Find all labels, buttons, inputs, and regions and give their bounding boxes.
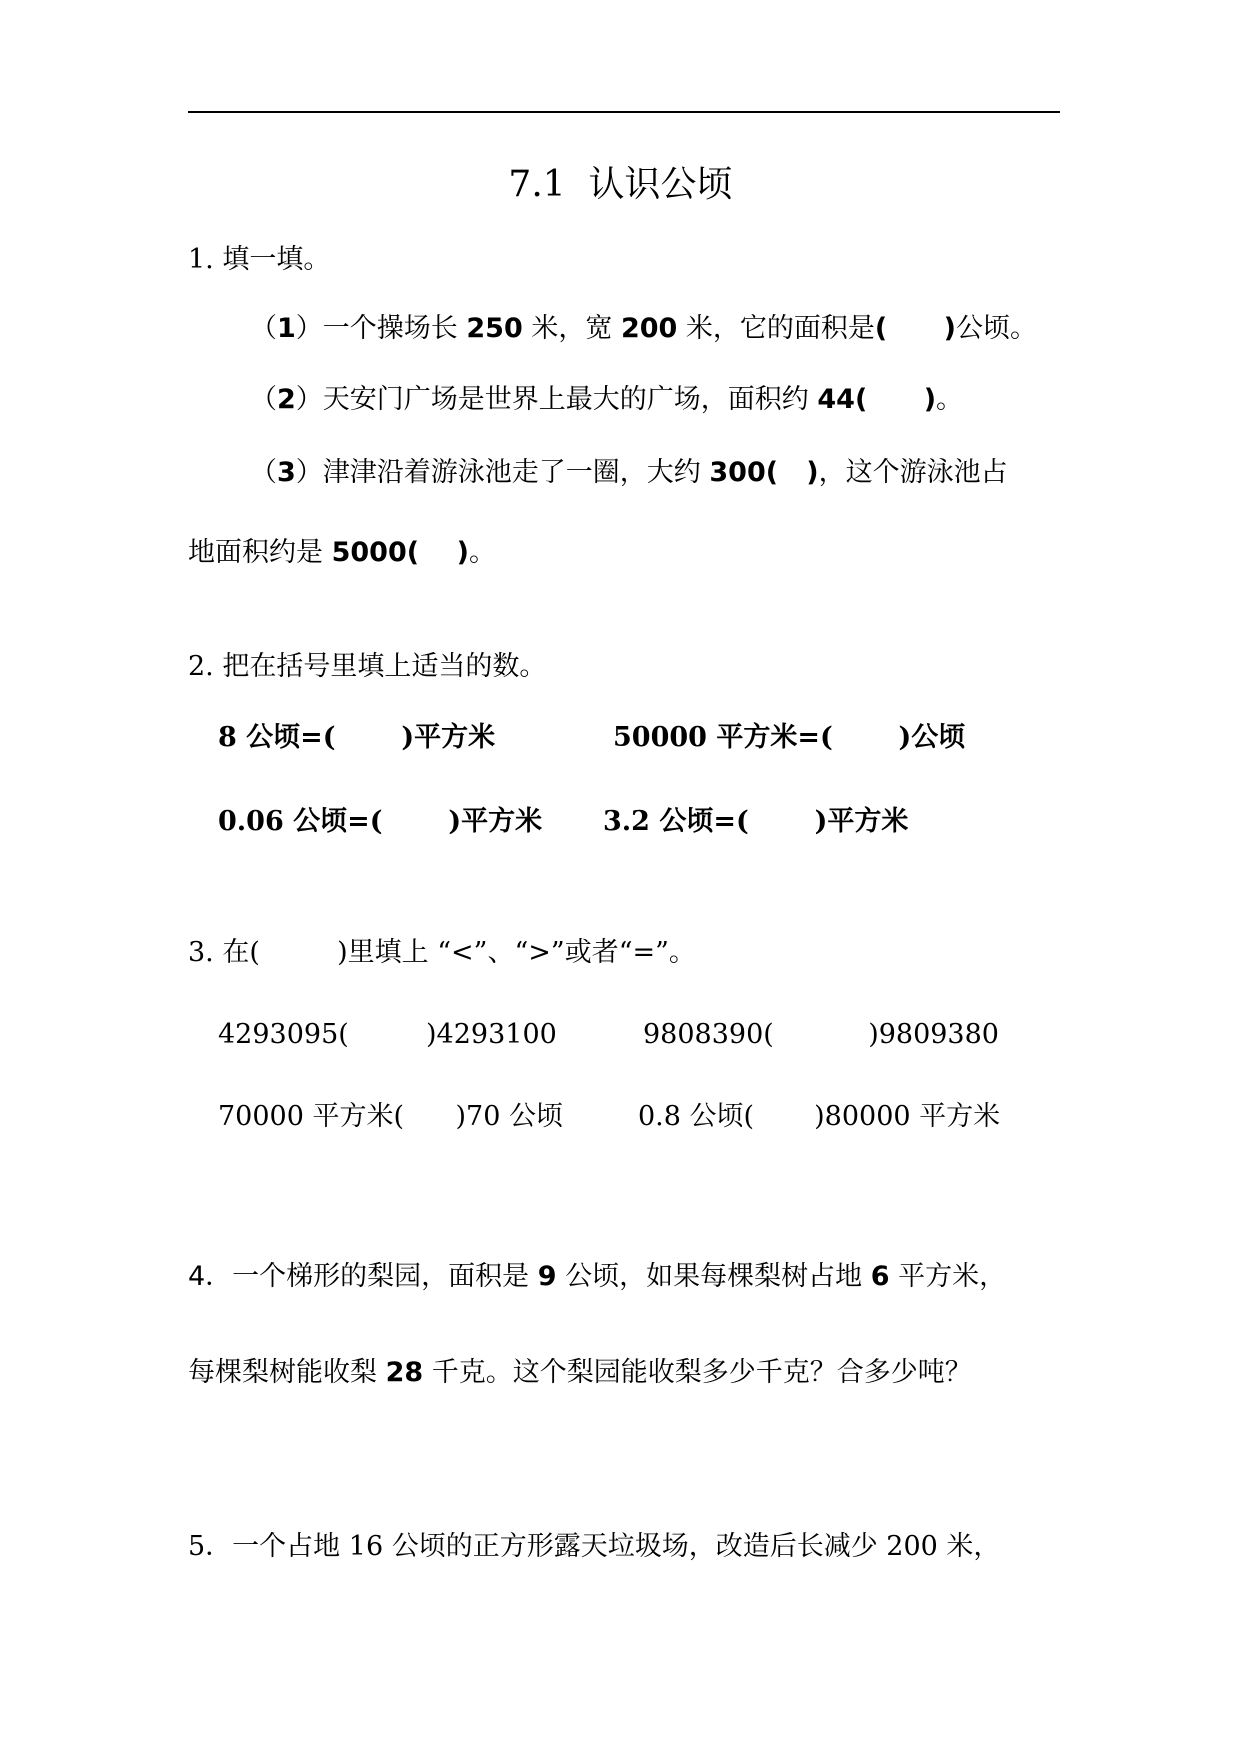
q1-item-1: （1）一个操场长 250 米，宽 200 米，它的面积是( )公顷。	[250, 313, 1037, 344]
q5-line-1: 5．一个占地 16 公顷的正方形露天垃圾场，改造后长减少 200 米，	[188, 1531, 1001, 1562]
q3-compare-2: 9808390( )9809380	[643, 1019, 999, 1050]
page-title: 7.1 认识公顷	[508, 164, 733, 205]
q3-compare-3: 70000 平方米( )70 公顷	[218, 1101, 563, 1132]
q1-item-3-continued: 地面积约是 5000( )。	[188, 537, 497, 568]
q1-item-2: （2）天安门广场是世界上最大的广场，面积约 44( )。	[250, 384, 964, 415]
q2-blank-4: 3.2 公顷=( )平方米	[603, 806, 909, 837]
q2-blank-2: 50000 平方米=( )公顷	[613, 722, 966, 753]
q2-heading: 2. 把在括号里填上适当的数。	[188, 651, 547, 682]
q3-heading: 3. 在( )里填上 “<”、“>”或者“=”。	[188, 937, 696, 968]
q2-blank-1: 8 公顷=( )平方米	[218, 722, 496, 753]
q2-blank-3: 0.06 公顷=( )平方米	[218, 806, 543, 837]
q3-compare-1: 4293095( )4293100	[218, 1019, 557, 1050]
q1-heading: 1. 填一填。	[188, 244, 331, 275]
header-rule	[188, 111, 1060, 113]
q4-line-1: 4．一个梯形的梨园，面积是 9 公顷，如果每棵梨树占地 6 平方米，	[188, 1261, 1007, 1292]
q4-line-2: 每棵梨树能收梨 28 千克。这个梨园能收梨多少千克？合多少吨？	[188, 1357, 972, 1388]
q1-item-3: （3）津津沿着游泳池走了一圈，大约 300( )，这个游泳池占	[250, 457, 1008, 488]
q3-compare-4: 0.8 公顷( )80000 平方米	[638, 1101, 1001, 1132]
